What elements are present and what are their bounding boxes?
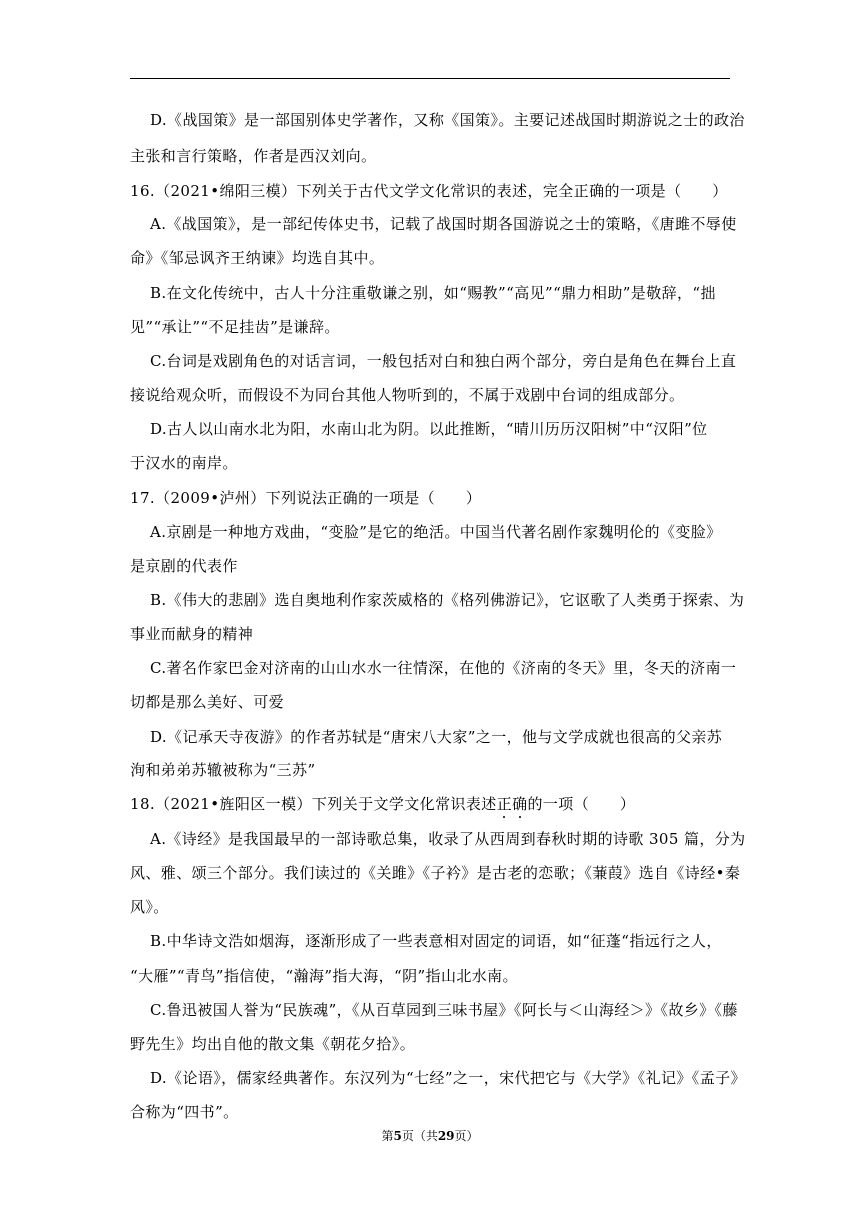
question-stem: 16.（2021•绵阳三模）下列关于古代文学文化常识的表述，完全正确的一项是（ ） [130,182,728,200]
continuation-line: 见”“承让”“不足挂齿”是谦辞。 [130,318,340,336]
option-line: C.台词是戏剧角色的对话言词，一般包括对白和独白两个部分，旁白是角色在舞台上直 [150,352,737,370]
option-line: D.《战国策》是一部国别体史学著作，又称《国策》。主要记述战国时期游说之士的政治 [150,111,745,129]
option-line: B.《伟大的悲剧》选自奥地利作家茨威格的《格列佛游记》，它讴歌了人类勇于探索、为 [150,591,745,609]
continuation-line: “大雁”“青鸟”指信使，“瀚海”指大海，“阴”指山北水南。 [130,967,518,985]
page-footer: 第5页（共29页） [381,1129,479,1143]
continuation-line: 野先生》均出自他的散文集《朝花夕拾》。 [130,1035,416,1053]
continuation-line: 切都是那么美好、可爱 [130,693,285,711]
continuation-line: 风、雅、颂三个部分。我们读过的《关雎》《子衿》是古老的恋歌；《蒹葭》选自《诗经•秦 [130,864,741,882]
option-line: C.鲁迅被国人誉为“民族魂”，《从百草园到三味书屋》《阿长与＜山海经＞》《故乡》《藤 [150,1001,738,1019]
continuation-line: 事业而献身的精神 [130,625,254,643]
question-18-stem: 18.（2021•旌阳区一模）下列关于文学文化常识表述正确的一项（ ） [130,795,636,813]
continuation-line: 合称为“四书”。 [130,1103,239,1121]
option-line: A.《战国策》，是一部纪传体史书，记载了战国时期各国游说之士的策略，《唐雎不辱使 [150,215,737,233]
question-stem: 17.（2009•泸州）下列说法正确的一项是（ ） [130,489,482,507]
total-page-count: 29 [437,1129,455,1143]
emphasis-dot-char: 正 [496,795,513,813]
continuation-line: 洵和弟弟苏辙被称为“三苏” [130,761,316,779]
current-page-number: 5 [393,1129,402,1143]
continuation-line: 风》。 [130,898,169,916]
continuation-line: 于汉水的南岸。 [130,454,238,472]
continuation-line: 主张和言行策略，作者是西汉刘向。 [130,147,377,165]
option-line: D.《记承天寺夜游》的作者苏轼是“唐宋八大家”之一，他与文学成就也很高的父亲苏 [150,728,723,746]
emphasis-dot-char: 确 [512,795,528,813]
continuation-line: 是京剧的代表作 [130,557,238,575]
option-line: D.《论语》，儒家经典著作。东汉列为“七经”之一，宋代把它与《大学》《礼记》《孟子》 [150,1069,746,1087]
continuation-line: 接说给观众听，而假设不为同台其他人物听到的，不属于戏剧中台词的组成部分。 [130,386,685,404]
option-line: B.在文化传统中，古人十分注重敬谦之别，如“赐教”“高见”“鼎力相助”是敬辞，“拙 [150,284,716,302]
header-rule [130,78,730,79]
option-line: D.古人以山南水北为阳，水南山北为阴。以此推断，“晴川历历汉阳树”中“汉阳”位 [150,420,708,438]
option-line: A.《诗经》是我国最早的一部诗歌总集，收录了从西周到春秋时期的诗歌 305 篇，分为 [150,830,746,848]
option-line: C.著名作家巴金对济南的山山水水一往情深，在他的《济南的冬天》里，冬天的济南一 [150,659,737,677]
continuation-line: 命》《邹忌讽齐王纳谏》均选自其中。 [130,249,385,267]
option-line: B.中华诗文浩如烟海，逐渐形成了一些表意相对固定的词语，如“征蓬“指远行之人， [150,932,722,950]
option-line: A.京剧是一种地方戏曲，“变脸”是它的绝活。中国当代著名剧作家魏明伦的《变脸》 [150,523,722,541]
